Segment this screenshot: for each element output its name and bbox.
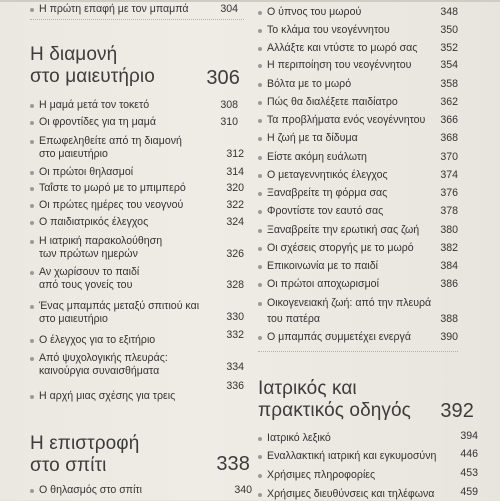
- entry-title: Φροντίστε τον εαυτό σας: [267, 205, 384, 217]
- dotted-rule: [30, 19, 244, 20]
- entry-title-cont: στο μαιευτήριο: [39, 313, 108, 325]
- entry-title: Οικογενειακή ζωή: από την πλευρά: [267, 297, 432, 309]
- section-heading[interactable]: [30, 433, 250, 477]
- entry-title: Ο έλεγχος για το εξιτήριο: [39, 334, 156, 346]
- bullet-icon: [30, 489, 34, 493]
- section-heading-line1: Η διαμονή: [30, 44, 118, 65]
- dotted-rule: [258, 351, 458, 352]
- bullet-icon: [30, 357, 34, 361]
- entry-title-cont: καινούργια συναισθήματα: [39, 365, 160, 377]
- bullet-icon: [258, 119, 262, 123]
- entry-page: 446: [460, 448, 478, 460]
- entry-page: 322: [226, 199, 244, 211]
- bullet-icon: [258, 101, 262, 105]
- bullet-icon: [258, 64, 262, 68]
- bullet-icon: [258, 247, 262, 251]
- bullet-icon: [258, 493, 262, 497]
- bullet-icon: [258, 302, 262, 306]
- entry-page: 308: [220, 99, 238, 111]
- entry-page: 350: [440, 24, 458, 36]
- entry-title: Αλλάξτε και ντύστε το μωρό σας: [267, 42, 418, 54]
- entry-title: Η πρώτη επαφή με τον μπαμπά: [39, 3, 189, 15]
- bullet-icon: [258, 174, 262, 178]
- entry-page: 330: [226, 311, 244, 323]
- entry-title: Ο μπαμπάς συμμετέχει ενεργά: [267, 331, 411, 343]
- entry-page: 352: [440, 42, 458, 54]
- entry-page: 453: [460, 467, 478, 479]
- section-page: 338: [216, 453, 250, 475]
- entry-page: 390: [440, 331, 458, 343]
- section-heading-line2: στο μαιευτήριο: [30, 66, 155, 87]
- entry-title: Ταΐστε το μωρό με το μπιμπερό: [39, 182, 186, 194]
- bullet-icon: [30, 395, 34, 399]
- entry-page: 380: [440, 224, 458, 236]
- bullet-icon: [30, 339, 34, 343]
- entry-title: Ιατρικό λεξικό: [267, 432, 331, 444]
- entry-title: Ο ύπνος του μωρού: [267, 6, 362, 18]
- entry-page: 354: [440, 59, 458, 71]
- entry-title: Χρήσιμες πληροφορίες: [267, 469, 376, 481]
- bullet-icon: [30, 104, 34, 108]
- entry-title: Χρήσιμες διευθύνσεις και τηλέφωνα: [267, 488, 435, 500]
- bullet-icon: [30, 204, 34, 208]
- entry-page: 332: [226, 329, 244, 341]
- section-heading-line2: πρακτικός οδηγός: [258, 400, 411, 421]
- entry-page: 334: [226, 361, 244, 373]
- bullet-icon: [258, 83, 262, 87]
- section-heading[interactable]: [258, 378, 474, 422]
- entry-title: Πώς θα διαλέξετε παιδίατρο: [267, 96, 398, 108]
- bullet-icon: [30, 221, 34, 225]
- bullet-icon: [258, 474, 262, 478]
- entry-page: 326: [226, 248, 244, 260]
- entry-title: Ξαναβρείτε τη φόρμα σας: [267, 187, 388, 199]
- bullet-icon: [258, 47, 262, 51]
- entry-page: 370: [440, 151, 458, 163]
- entry-title: Τα προβλήματα ενός νεογέννητου: [267, 114, 426, 126]
- section-heading-line2: στο σπίτι: [30, 455, 107, 476]
- entry-title: Οι σχέσεις στοργής με το μωρό: [267, 242, 414, 254]
- entry-page: 324: [226, 216, 244, 228]
- bullet-icon: [258, 29, 262, 33]
- entry-page: 459: [460, 486, 478, 498]
- bullet-icon: [258, 265, 262, 269]
- bullet-icon: [30, 305, 34, 309]
- entry-page: 388: [440, 313, 458, 325]
- bullet-icon: [258, 437, 262, 441]
- entry-page: 314: [226, 166, 244, 178]
- entry-title: Η ιατρική παρακολούθηση: [39, 235, 163, 247]
- bullet-icon: [30, 171, 34, 175]
- bullet-icon: [30, 140, 34, 144]
- entry-title: Εναλλακτική ιατρική και εγκυμοσύνη: [267, 450, 437, 462]
- entry-title: Η αρχή μιας σχέσης για τρεις: [39, 390, 176, 402]
- section-page: 392: [440, 400, 474, 422]
- entry-title-cont: στο μαιευτήριο: [39, 148, 108, 160]
- entry-page: 310: [220, 116, 238, 128]
- entry-title: Ο θηλασμός στο σπίτι: [39, 484, 142, 496]
- entry-page: 382: [440, 242, 458, 254]
- entry-page: 368: [440, 132, 458, 144]
- entry-title: Ο μεταγεννητικός έλεγχος: [267, 169, 388, 181]
- entry-title: Οι πρώτες ημέρες του νεογνού: [39, 199, 184, 211]
- entry-page: 358: [440, 78, 458, 90]
- entry-page: 348: [440, 6, 458, 18]
- entry-title-cont: από τους γονείς του: [39, 279, 133, 291]
- section-page: 306: [206, 67, 240, 89]
- bullet-icon: [30, 187, 34, 191]
- entry-title: Επικοινωνία με το παιδί: [267, 260, 378, 272]
- entry-title: Επωφεληθείτε από τη διαμονή: [39, 135, 182, 147]
- entry-title: Βόλτα με το μωρό: [267, 78, 352, 90]
- entry-title: Το κλάμα του νεογέννητου: [267, 24, 390, 36]
- entry-page: 320: [226, 182, 244, 194]
- entry-page: 312: [226, 148, 244, 160]
- entry-title-cont: των πρώτων ημερών: [39, 248, 138, 260]
- bullet-icon: [258, 336, 262, 340]
- entry-title: Οι φροντίδες για τη μαμά: [39, 116, 157, 128]
- entry-title-cont: του πατέρα: [267, 313, 321, 325]
- entry-title: Ένας μπαμπάς μεταξύ σπιτιού και: [39, 300, 200, 312]
- entry-page: 336: [226, 380, 244, 392]
- bullet-icon: [30, 240, 34, 244]
- bullet-icon: [258, 156, 262, 160]
- entry-title: Από ψυχολογικής πλευράς:: [39, 352, 168, 364]
- entry-title: Η περιποίηση του νεογέννητου: [267, 59, 412, 71]
- entry-page: 394: [460, 430, 478, 442]
- bullet-icon: [258, 11, 262, 15]
- entry-page: 386: [440, 278, 458, 290]
- entry-title: Είστε ακόμη ευάλωτη: [267, 151, 367, 163]
- entry-page: 304: [220, 3, 238, 15]
- entry-page: 384: [440, 260, 458, 272]
- entry-title: Η ζωή με τα δίδυμα: [267, 132, 358, 144]
- entry-title: Αν χωρίσουν το παιδί: [39, 266, 140, 278]
- entry-title: Οι πρώτοι θηλασμοί: [39, 166, 134, 178]
- bullet-icon: [30, 8, 34, 12]
- entry-page: 340: [234, 484, 252, 496]
- section-heading-line1: Ιατρικός και: [258, 378, 357, 399]
- entry-title: Ο παιδιατρικός έλεγχος: [39, 216, 149, 228]
- bullet-icon: [258, 283, 262, 287]
- entry-page: 328: [226, 279, 244, 291]
- section-heading-line1: Η επιστροφή: [30, 433, 140, 454]
- bullet-icon: [258, 229, 262, 233]
- entry-page: 366: [440, 114, 458, 126]
- bullet-icon: [258, 192, 262, 196]
- bullet-icon: [30, 121, 34, 125]
- entry-title: Η μαμά μετά τον τοκετό: [39, 99, 150, 111]
- entry-page: 376: [440, 187, 458, 199]
- entry-title: Οι πρώτοι αποχωρισμοί: [267, 278, 379, 290]
- bullet-icon: [258, 137, 262, 141]
- bullet-icon: [258, 455, 262, 459]
- entry-page: 374: [440, 169, 458, 181]
- section-heading[interactable]: [30, 44, 244, 88]
- page-top-edge: [0, 0, 500, 2]
- entry-title: Ξαναβρείτε την ερωτική σας ζωή: [267, 224, 420, 236]
- bullet-icon: [258, 210, 262, 214]
- bullet-icon: [30, 271, 34, 275]
- entry-page: 362: [440, 96, 458, 108]
- entry-page: 378: [440, 205, 458, 217]
